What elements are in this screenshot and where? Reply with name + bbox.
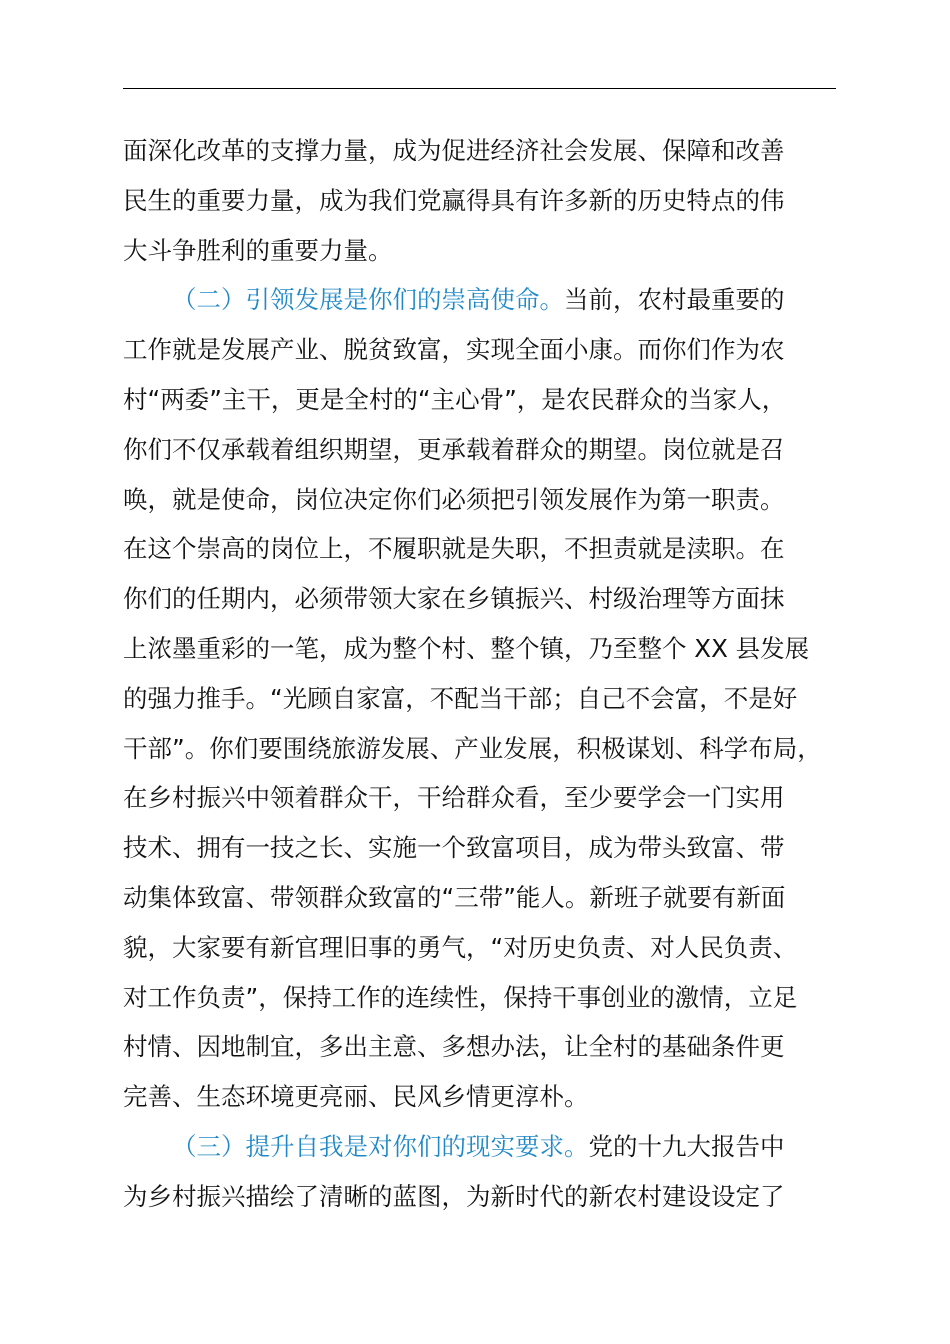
header-rule — [123, 88, 836, 89]
text-line: 民生的重要力量，成为我们党赢得具有许多新的历史特点的伟 — [123, 185, 785, 215]
text-line: 为乡村振兴描绘了清晰的蓝图，为新时代的新农村建设设定了 — [123, 1181, 785, 1211]
section-3-heading: （三）提升自我是对你们的现实要求。 — [172, 1131, 589, 1161]
text-line: 工作就是发展产业、脱贫致富，实现全面小康。而你们作为农 — [123, 335, 785, 365]
text-line: 的强力推手。“光顾自家富，不配当干部；自己不会富，不是好 — [123, 683, 798, 713]
text-line: 干部”。你们要围绕旅游发展、产业发展，积极谋划、科学布局， — [123, 733, 822, 763]
text-line: 在这个崇高的岗位上，不履职就是失职，不担责就是渎职。在 — [123, 534, 785, 564]
text-line: 唤，就是使命，岗位决定你们必须把引领发展作为第一职责。 — [123, 484, 785, 514]
section-3-text: 党的十九大报告中 — [588, 1131, 785, 1161]
text-line: 你们的任期内，必须带领大家在乡镇振兴、村级治理等方面抹 — [123, 584, 785, 614]
text-line: 技术、拥有一技之长、实施一个致富项目，成为带头致富、带 — [123, 833, 785, 863]
text-line: 面深化改革的支撑力量，成为促进经济社会发展、保障和改善 — [123, 136, 785, 165]
text-line: 动集体致富、带领群众致富的“三带”能人。新班子就要有新面 — [123, 882, 786, 912]
text-line: 对工作负责”，保持工作的连续性，保持干事创业的激情，立足 — [123, 982, 798, 1012]
body-text — [123, 126, 836, 1222]
text-line: 完善、生态环境更亮丽、民风乡情更淳朴。 — [123, 1082, 589, 1112]
text-line: 你们不仅承载着组织期望，更承载着群众的期望。岗位就是召 — [123, 434, 785, 464]
section-3-first-line — [123, 1122, 836, 1172]
section-2-first-line — [123, 275, 836, 325]
text-line: 大斗争胜利的重要力量。 — [123, 235, 393, 265]
text-line: 在乡村振兴中领着群众干，干给群众看，至少要学会一门实用 — [123, 783, 785, 813]
text-line: 貌，大家要有新官理旧事的勇气，“对历史负责、对人民负责、 — [123, 932, 798, 962]
section-2-heading: （二）引领发展是你们的崇高使命。 — [172, 285, 564, 315]
section-2-text: 当前，农村最重要的 — [564, 285, 785, 315]
text-line: 村“两委”主干，更是全村的“主心骨”，是农民群众的当家人， — [123, 384, 787, 414]
text-line: 上浓墨重彩的一笔，成为整个村、整个镇，乃至整个 XX 县发展 — [123, 633, 810, 663]
text-line: 村情、因地制宜，多出主意、多想办法，让全村的基础条件更 — [123, 1032, 785, 1062]
